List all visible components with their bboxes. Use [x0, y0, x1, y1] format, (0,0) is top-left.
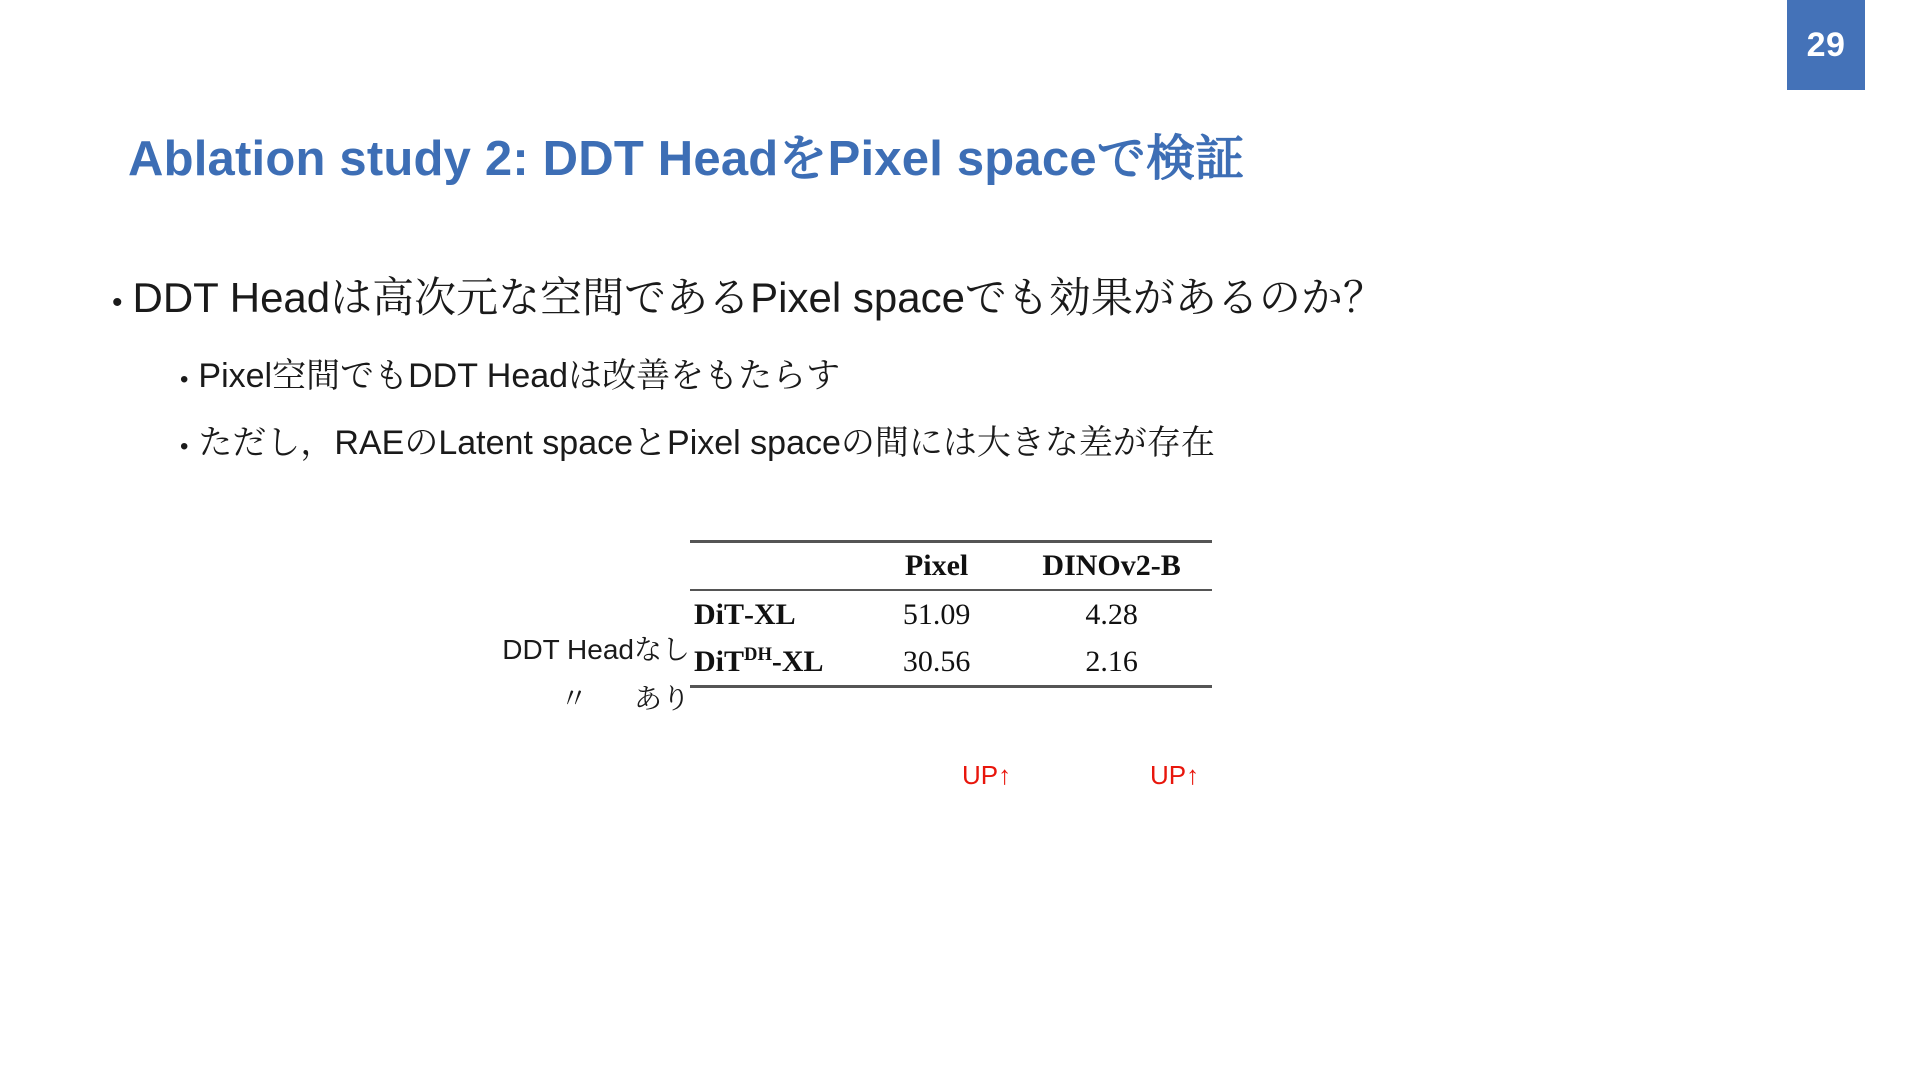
page-title: Ablation study 2: DDT HeadをPixel spaceで検証	[128, 132, 1245, 186]
table-header-blank	[690, 542, 862, 591]
page-number-badge: 29	[1787, 0, 1865, 90]
annotation-row-2-label: あり	[633, 683, 690, 714]
model-name-tail: -XL	[744, 598, 796, 631]
table-cell-model-name	[690, 590, 862, 638]
bullet-marker-icon: •	[180, 366, 189, 393]
table-row	[690, 638, 1212, 687]
results-table	[690, 540, 1212, 700]
table-bottom-rule	[690, 687, 862, 701]
table-cell-pixel: 30.56	[902, 644, 971, 678]
bullet-item-sub-1	[180, 348, 840, 397]
bullet-main-label: DDT Headは高次元な空間であるPixel spaceでも効果があるのか？	[132, 274, 1385, 321]
annotation-row-1: DDT Headなし	[502, 634, 690, 665]
table-bottom-rule	[862, 687, 1012, 701]
up-marker-dinov2b: UP↑	[1150, 760, 1200, 790]
table-row	[690, 590, 1212, 638]
table-bottom-rule-row	[690, 687, 1212, 701]
table-cell-dinov2b: 4.28	[1012, 590, 1212, 638]
bullet-item-main	[112, 265, 1385, 325]
bullet-sub-1-label: Pixel空間でもDDT Headは改善をもたらす	[198, 357, 841, 395]
table-cell-dinov2b: 2.16	[1085, 644, 1138, 678]
ditto-mark: 〃	[559, 683, 588, 714]
table-cell-pixel: 51.09	[862, 590, 1012, 638]
bullet-sub-2-label: ただし，RAEのLatent spaceとPixel spaceの間には大きな差が存在	[198, 424, 1215, 462]
model-name-tail: -XL	[771, 645, 824, 678]
table-header-dinov2b: DINOv2-B	[1012, 542, 1212, 591]
annotation-row-2	[390, 674, 690, 723]
table-header-row	[690, 542, 1212, 591]
bullet-marker-icon: •	[180, 433, 189, 460]
results-table-figure	[690, 540, 1330, 700]
bullet-marker-icon: •	[112, 286, 123, 319]
table-bottom-rule	[1012, 687, 1212, 701]
table-header-pixel: Pixel	[862, 542, 1012, 591]
up-marker-pixel: UP↑	[962, 760, 1012, 790]
table-row-annotations	[390, 625, 690, 723]
bullet-item-sub-2	[180, 415, 1215, 464]
model-name-sup: DH	[744, 644, 772, 665]
model-name-main: DiT	[694, 645, 745, 678]
table-cell-model-name	[690, 638, 862, 687]
model-name-main: DiT	[694, 598, 745, 631]
